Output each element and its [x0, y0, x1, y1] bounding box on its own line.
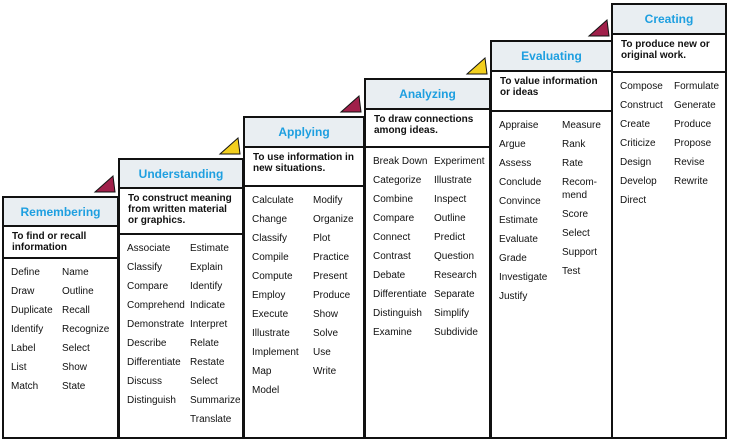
verb-item: Select — [62, 343, 90, 354]
level-description: To value information or ideas — [492, 70, 611, 112]
verb-item: Illustrate — [252, 328, 290, 339]
verb-item: Practice — [313, 252, 350, 263]
verb-item: mend — [562, 190, 588, 201]
verb-item: Indicate — [190, 300, 226, 311]
verb-item: Classify — [127, 262, 163, 273]
verb-item: Show — [62, 362, 88, 373]
verb-item: Present — [313, 271, 348, 282]
level-title: Evaluating — [492, 42, 611, 72]
verb-item: Interpret — [190, 319, 228, 330]
verb-item: Argue — [499, 139, 526, 150]
verb-item: State — [62, 381, 86, 392]
verb-item: Score — [562, 209, 589, 220]
verb-item: Propose — [674, 138, 712, 149]
verb-item: Duplicate — [11, 305, 53, 316]
verb-item: Conclude — [499, 177, 542, 188]
verb-item: Formulate — [674, 81, 720, 92]
verb-item: Separate — [434, 289, 475, 300]
level-description: To construct meaning from written material or graphics. — [120, 187, 242, 235]
verb-item: Use — [313, 347, 331, 358]
verb-item: Model — [252, 385, 280, 396]
verb-item: Connect — [373, 232, 411, 243]
verb-item: Inspect — [434, 194, 467, 205]
verb-list — [492, 116, 611, 437]
level-description: To use information in new situations. — [245, 146, 363, 187]
verb-column-right — [190, 239, 241, 429]
verb-item: Support — [562, 247, 598, 258]
step-triangle-icon — [339, 94, 363, 114]
verb-item: Draw — [11, 286, 35, 297]
verb-item: Outline — [62, 286, 94, 297]
verb-item: Contrast — [373, 251, 411, 262]
verb-item: Rank — [562, 139, 586, 150]
verb-item: Distinguish — [127, 395, 176, 406]
verb-column-right — [674, 77, 719, 191]
verb-item: Classify — [252, 233, 288, 244]
verb-item: Select — [562, 228, 590, 239]
verb-item: Research — [434, 270, 477, 281]
verb-item: Measure — [562, 120, 601, 131]
verb-item: Construct — [620, 100, 663, 111]
level-remembering — [2, 196, 119, 439]
verb-item: Describe — [127, 338, 167, 349]
verb-item: Define — [11, 267, 40, 278]
verb-item: Label — [11, 343, 36, 354]
verb-item: Estimate — [499, 215, 538, 226]
verb-item: Select — [190, 376, 218, 387]
verb-item: Predict — [434, 232, 466, 243]
verb-item: Name — [62, 267, 89, 278]
verb-item: Estimate — [190, 243, 229, 254]
step-triangle-icon — [218, 136, 242, 156]
verb-item: Develop — [620, 176, 657, 187]
verb-column-left — [11, 263, 53, 396]
verb-item: Outline — [434, 213, 466, 224]
verb-item: Direct — [620, 195, 647, 206]
verb-item: Break Down — [373, 156, 428, 167]
verb-item: Explain — [190, 262, 223, 273]
verb-item: Differentiate — [127, 357, 181, 368]
verb-item: Experiment — [434, 156, 485, 167]
verb-column-left — [373, 152, 427, 342]
verb-item: Subdivide — [434, 327, 478, 338]
verb-item: Modify — [313, 195, 343, 206]
verb-item: Show — [313, 309, 339, 320]
verb-item: Compare — [127, 281, 169, 292]
verb-item: Relate — [190, 338, 219, 349]
level-title: Creating — [613, 5, 725, 35]
verb-item: Organize — [313, 214, 354, 225]
verb-item: Identify — [11, 324, 44, 335]
verb-item: Produce — [313, 290, 351, 301]
verb-item: Recom- — [562, 177, 598, 188]
verb-item: Compile — [252, 252, 289, 263]
verb-item: Grade — [499, 253, 527, 264]
verb-item: Employ — [252, 290, 286, 301]
verb-item: Create — [620, 119, 651, 130]
verb-item: Generate — [674, 100, 716, 111]
verb-item: Investigate — [499, 272, 548, 283]
level-title: Analyzing — [366, 80, 489, 110]
verb-item: Assess — [499, 158, 532, 169]
verb-list — [613, 77, 725, 437]
verb-item: Calculate — [252, 195, 294, 206]
verb-item: Comprehend — [127, 300, 185, 311]
level-title: Applying — [245, 118, 363, 148]
level-title: Remembering — [4, 198, 117, 227]
level-creating — [611, 3, 727, 439]
verb-item: Plot — [313, 233, 331, 244]
verb-item: Write — [313, 366, 337, 377]
verb-column-left — [252, 191, 299, 400]
verb-column-right — [562, 116, 601, 281]
verb-item: Recognize — [62, 324, 110, 335]
verb-item: Produce — [674, 119, 712, 130]
verb-item: Compute — [252, 271, 293, 282]
verb-column-right — [434, 152, 485, 342]
verb-item: Justify — [499, 291, 528, 302]
level-title: Understanding — [120, 160, 242, 189]
verb-item: Categorize — [373, 175, 422, 186]
verb-item: Criticize — [620, 138, 656, 149]
verb-item: Debate — [373, 270, 406, 281]
verb-item: Discuss — [127, 376, 163, 387]
level-analyzing — [364, 78, 491, 439]
verb-list — [366, 152, 489, 437]
level-description: To find or recall information — [4, 225, 117, 259]
level-understanding — [118, 158, 244, 439]
level-applying — [243, 116, 365, 439]
verb-column-right — [62, 263, 109, 396]
verb-item: Compose — [620, 81, 663, 92]
verb-column-right — [313, 191, 354, 381]
verb-list — [120, 239, 242, 437]
verb-item: Demonstrate — [127, 319, 185, 330]
verb-item: Summarize — [190, 395, 241, 406]
verb-column-left — [499, 116, 547, 306]
verb-item: Evaluate — [499, 234, 538, 245]
verb-item: Compare — [373, 213, 415, 224]
verb-item: Restate — [190, 357, 225, 368]
verb-item: Combine — [373, 194, 414, 205]
verb-item: Appraise — [499, 120, 539, 131]
level-description: To draw connections among ideas. — [366, 108, 489, 148]
verb-item: Convince — [499, 196, 541, 207]
step-triangle-icon — [587, 18, 611, 38]
verb-item: Implement — [252, 347, 299, 358]
level-evaluating — [490, 40, 613, 439]
verb-item: Rate — [562, 158, 584, 169]
verb-item: Solve — [313, 328, 339, 339]
verb-item: Distinguish — [373, 308, 422, 319]
verb-item: Examine — [373, 327, 412, 338]
verb-column-left — [620, 77, 663, 210]
level-description: To produce new or original work. — [613, 33, 725, 73]
verb-item: Identify — [190, 281, 223, 292]
verb-item: Simplify — [434, 308, 470, 319]
verb-list — [4, 263, 117, 437]
verb-item: Revise — [674, 157, 705, 168]
verb-item: Question — [434, 251, 475, 262]
verb-item: Test — [562, 266, 581, 277]
verb-item: Match — [11, 381, 39, 392]
verb-item: Design — [620, 157, 652, 168]
verb-item: Differentiate — [373, 289, 427, 300]
step-triangle-icon — [93, 174, 117, 194]
verb-column-left — [127, 239, 185, 410]
verb-item: Illustrate — [434, 175, 472, 186]
verb-item: Map — [252, 366, 272, 377]
verb-item: Execute — [252, 309, 289, 320]
verb-item: List — [11, 362, 27, 373]
step-triangle-icon — [465, 56, 489, 76]
verb-item: Recall — [62, 305, 90, 316]
verb-item: Rewrite — [674, 176, 708, 187]
verb-item: Associate — [127, 243, 171, 254]
verb-list — [245, 191, 363, 437]
verb-item: Change — [252, 214, 288, 225]
verb-item: Translate — [190, 414, 232, 425]
